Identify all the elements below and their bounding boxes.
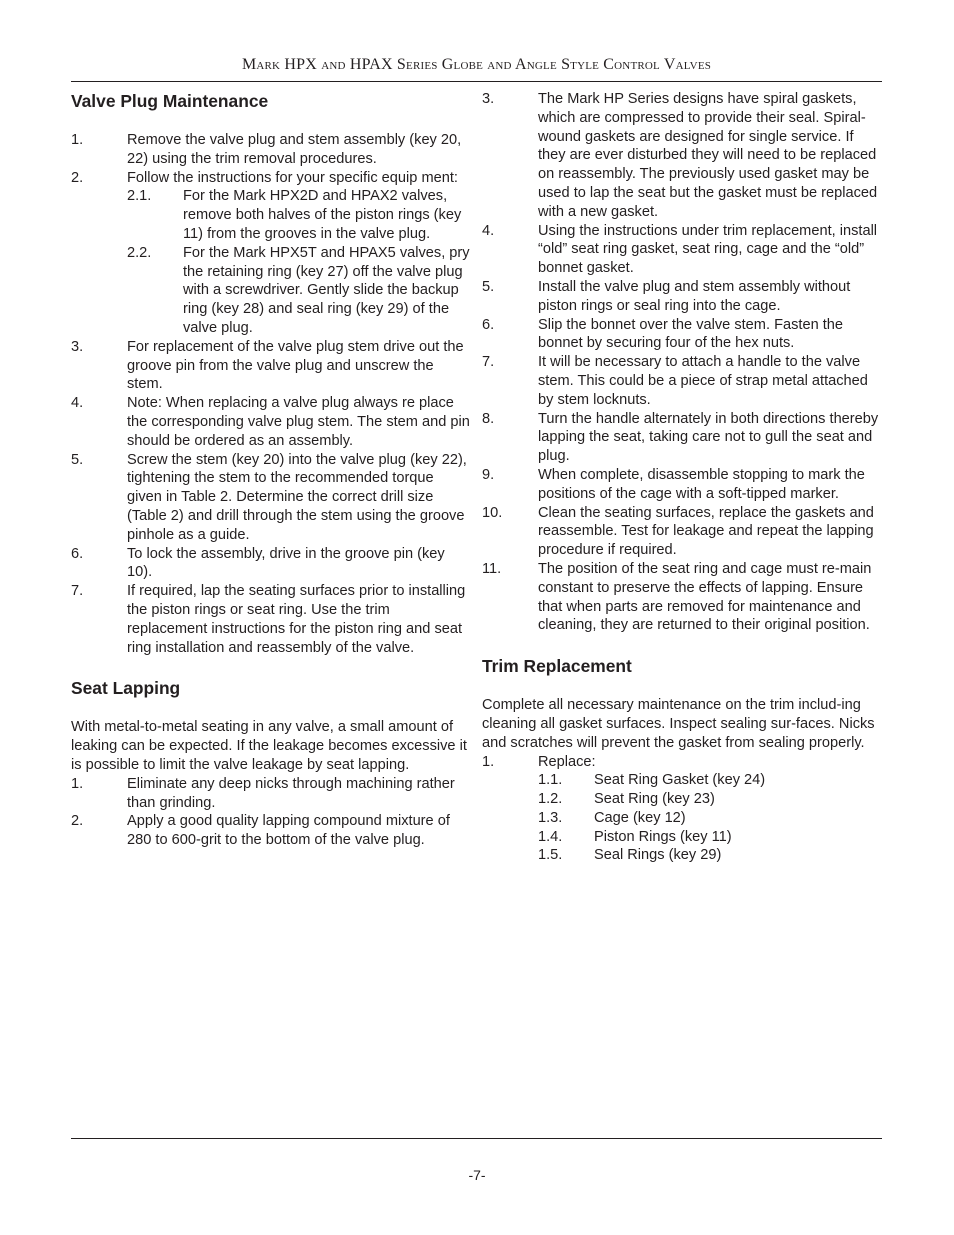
list-item: 1. Replace:: [482, 753, 596, 770]
list-item: 1. Eliminate any deep nicks through machining rather than grinding.: [71, 775, 455, 811]
sub-list-item: 1.5. Seal Rings (key 29): [538, 847, 722, 864]
sub-list-item: 2.2. For the Mark HPX5T and HPAX5 valves, pry the retaining ring (key 27) off the valve plug with a screwdriver. Gently slide the backup ring (key 28) and seal ring (key 29) of the valve plug.: [127, 244, 470, 336]
trim-replacement-intro: Complete all necessary maintenance on the trim includ-ing cleaning all gasket surfaces. Inspect sealing sur-faces. Nicks and scratches will prevent the gasket from sealing properly.: [482, 697, 875, 751]
list-item: 2. Follow the instructions for your specific equip ment:: [71, 169, 458, 186]
page-number: -7-: [468, 1167, 486, 1183]
list-item: 4. Note: When replacing a valve plug always re place the corresponding valve plug stem. The stem and pin should be ordered as an assembly.: [71, 395, 470, 449]
trim-replacement-list: [482, 753, 882, 866]
header-rule: [71, 81, 882, 82]
footer-rule: [71, 1138, 882, 1139]
seat-lapping-list: [71, 775, 471, 850]
sub-list-item: 1.2. Seat Ring (key 23): [538, 791, 715, 808]
list-item: 3. The Mark HP Series designs have spiral gaskets, which are compressed to provide their seal. Spiral-wound gaskets are designed for single service. If they are ever disturbed they will need to be replaced on reassembly. The previously used gasket may be used to lap the seat but the gasket must be replaced with a new gasket.: [482, 91, 878, 220]
running-header: Mark HPX and HPAX Series Globe and Angle Style Control Valves: [241, 56, 712, 73]
right-column: [482, 90, 882, 865]
list-item: 7. If required, lap the seating surfaces prior to installing the piston rings or seat ring. Use the trim replacement instructions for the piston ring and seat ring installation and reassembly of the valve.: [71, 583, 466, 656]
seat-lapping-intro: With metal-to-metal seating in any valve, a small amount of leaking can be expected. If the leakage becomes excessive it is possible to limit the valve leakage by seat lapping.: [71, 719, 467, 773]
trim-replacement-heading: Trim Replacement: [482, 656, 632, 677]
seat-lapping-continued-list: [482, 90, 882, 635]
list-item: 2. Apply a good quality lapping compound mixture of 280 to 600-grit to the bottom of the valve plug.: [71, 813, 450, 849]
list-item: 10. Clean the seating surfaces, replace the gaskets and reassemble. Test for leakage and repeat the lapping procedure if required.: [482, 504, 874, 559]
list-item: 1. Remove the valve plug and stem assembly (key 20, 22) using the trim removal procedures.: [71, 132, 462, 167]
list-item: 7. It will be necessary to attach a handle to the valve stem. This could be a piece of strap metal attached by stem locknuts.: [482, 354, 868, 408]
list-item: 6. Slip the bonnet over the valve stem. Fasten the bonnet by securing four of the hex nuts.: [482, 316, 844, 352]
list-item: 9. When complete, disassemble stopping to mark the positions of the cage with a soft-tipped marker.: [482, 466, 865, 502]
list-item: 11. The position of the seat ring and cage must re-main constant to preserve the effects of lapping. Ensure that when parts are removed for maintenance and cleaning, they are returned to their original position.: [482, 560, 872, 634]
valve-plug-maintenance-list: [71, 131, 471, 657]
sub-list-item: 1.4. Piston Rings (key 11): [538, 828, 732, 845]
seat-lapping-heading: Seat Lapping: [71, 678, 181, 699]
list-item: 3. For replacement of the valve plug stem drive out the groove pin from the valve plug and unscrew the stem.: [71, 338, 464, 393]
list-item: 6. To lock the assembly, drive in the groove pin (key 10).: [71, 545, 445, 581]
sub-list-item: 1.3. Cage (key 12): [538, 809, 686, 826]
sub-list-item: 1.1. Seat Ring Gasket (key 24): [538, 772, 766, 789]
valve-plug-maintenance-heading: Valve Plug Maintenance: [71, 91, 269, 111]
list-item: 5. Install the valve plug and stem assembly without piston rings or seal ring into the cage.: [482, 278, 851, 314]
list-item: 5. Screw the stem (key 20) into the valve plug (key 22), tightening the stem to the recommended torque given in Table 2. Determine the correct drill size (Table 2) and drill through the stem using the groove pinhole as a guide.: [71, 451, 467, 543]
list-item: 8. Turn the handle alternately in both directions thereby lapping the seat, taking care not to gull the seat and plug.: [482, 410, 879, 465]
left-column: [71, 90, 471, 850]
list-item: 4. Using the instructions under trim replacement, install “old” seat ring gasket, seat ring, cage and the “old” bonnet gasket.: [482, 222, 878, 277]
sub-list-item: 2.1. For the Mark HPX2D and HPAX2 valves, remove both halves of the piston rings (key 11) from the grooves in the valve plug.: [127, 188, 462, 242]
